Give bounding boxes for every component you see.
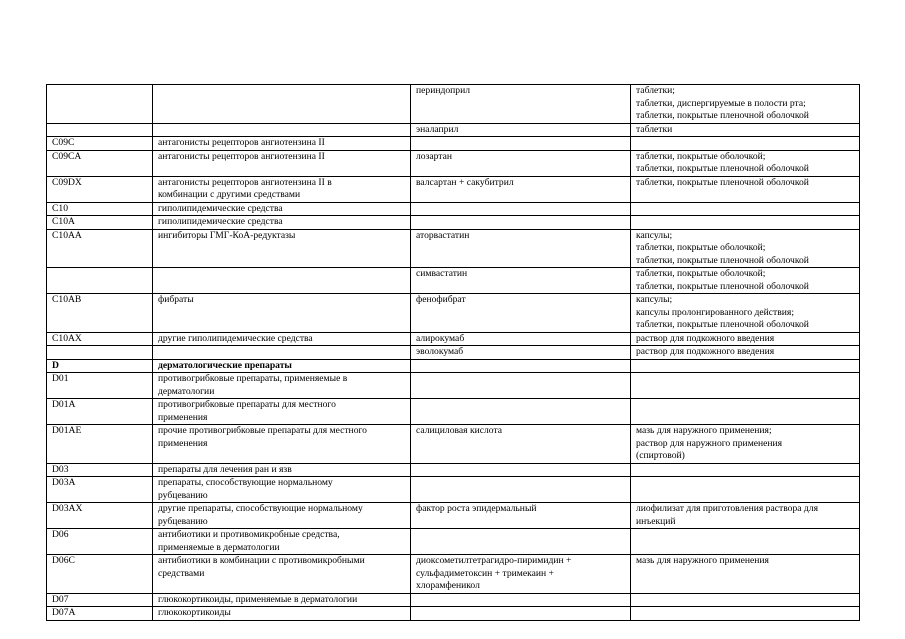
group-name-cell — [153, 123, 411, 137]
table-row — [47, 477, 860, 503]
drug-name-cell — [411, 137, 631, 151]
dosage-form-cell: раствор для подкожного введения — [631, 332, 860, 346]
table-row — [47, 529, 860, 555]
table-row — [47, 425, 860, 464]
group-name-cell: антибиотики и противомикробные средства, применяемые в дерматологии — [153, 529, 411, 555]
group-name-cell: другие гиполипидемические средства — [153, 332, 411, 346]
dosage-form-cell — [631, 607, 860, 621]
atc-code-cell — [47, 85, 153, 124]
dosage-form-cell: таблетки, покрытые оболочкой; таблетки, покрытые пленочной оболочкой — [631, 268, 860, 294]
group-name-cell: дерматологические препараты — [153, 359, 411, 373]
atc-code-cell: D03AX — [47, 503, 153, 529]
atc-code-cell: C10AX — [47, 332, 153, 346]
dosage-form-cell — [631, 202, 860, 216]
dosage-form-cell — [631, 373, 860, 399]
group-name-cell: антагонисты рецепторов ангиотензина II — [153, 137, 411, 151]
table-row — [47, 150, 860, 176]
group-name-cell: глюкокортикоиды — [153, 607, 411, 621]
group-name-cell: противогрибковые препараты, применяемые в дерматологии — [153, 373, 411, 399]
atc-code-cell: C10AB — [47, 294, 153, 333]
atc-code-cell: C10 — [47, 202, 153, 216]
drug-name-cell — [411, 593, 631, 607]
table-row — [47, 503, 860, 529]
group-name-cell — [153, 85, 411, 124]
atc-code-cell: C09DX — [47, 176, 153, 202]
group-name-cell: прочие противогрибковые препараты для местного применения — [153, 425, 411, 464]
table-row — [47, 373, 860, 399]
atc-code-cell: D01AE — [47, 425, 153, 464]
group-name-cell: другие препараты, способствующие нормальному рубцеванию — [153, 503, 411, 529]
dosage-form-cell — [631, 529, 860, 555]
dosage-form-cell: мазь для наружного применения; раствор для наружного применения (спиртовой) — [631, 425, 860, 464]
table-row — [47, 555, 860, 594]
drug-name-cell: алирокумаб — [411, 332, 631, 346]
group-name-cell: ингибиторы ГМГ-КоА-редуктазы — [153, 229, 411, 268]
group-name-cell: препараты, способствующие нормальному рубцеванию — [153, 477, 411, 503]
group-name-cell: антагонисты рецепторов ангиотензина II — [153, 150, 411, 176]
drug-name-cell: симвастатин — [411, 268, 631, 294]
dosage-form-cell — [631, 593, 860, 607]
drug-name-cell: эволокумаб — [411, 346, 631, 360]
atc-code-cell — [47, 268, 153, 294]
atc-code-cell — [47, 346, 153, 360]
dosage-form-cell: таблетки; таблетки, диспергируемые в полости рта; таблетки, покрытые пленочной оболочкой — [631, 85, 860, 124]
dosage-form-cell: капсулы; капсулы пролонгированного действия; таблетки, покрытые пленочной оболочкой — [631, 294, 860, 333]
table-row — [47, 229, 860, 268]
atc-code-cell: D — [47, 359, 153, 373]
dosage-form-cell — [631, 137, 860, 151]
dosage-form-cell: таблетки, покрытые пленочной оболочкой — [631, 176, 860, 202]
atc-code-cell: D03 — [47, 463, 153, 477]
group-name-cell — [153, 268, 411, 294]
group-name-cell: препараты для лечения ран и язв — [153, 463, 411, 477]
table-row — [47, 268, 860, 294]
group-name-cell: глюкокортикоиды, применяемые в дерматологии — [153, 593, 411, 607]
atc-code-cell: D07 — [47, 593, 153, 607]
table-row — [47, 294, 860, 333]
atc-code-cell: D01 — [47, 373, 153, 399]
table-row — [47, 463, 860, 477]
group-name-cell: антагонисты рецепторов ангиотензина II в комбинации с другими средствами — [153, 176, 411, 202]
drug-name-cell: аторвастатин — [411, 229, 631, 268]
dosage-form-cell: таблетки, покрытые оболочкой; таблетки, покрытые пленочной оболочкой — [631, 150, 860, 176]
dosage-form-cell: лиофилизат для приготовления раствора для инъекций — [631, 503, 860, 529]
table-row — [47, 332, 860, 346]
dosage-form-cell: мазь для наружного применения — [631, 555, 860, 594]
drug-name-cell — [411, 373, 631, 399]
dosage-form-cell — [631, 477, 860, 503]
table-row — [47, 359, 860, 373]
drug-name-cell: валсартан + сакубитрил — [411, 176, 631, 202]
group-name-cell: гиполипидемические средства — [153, 202, 411, 216]
drug-name-cell: салициловая кислота — [411, 425, 631, 464]
dosage-form-cell — [631, 216, 860, 230]
table-row — [47, 593, 860, 607]
drug-name-cell — [411, 202, 631, 216]
drug-name-cell: диоксометилтетрагидро-пиримидин + сульфадиметоксин + тримекаин + хлорамфеникол — [411, 555, 631, 594]
dosage-form-cell: таблетки — [631, 123, 860, 137]
atc-code-cell: C10A — [47, 216, 153, 230]
drug-name-cell: периндоприл — [411, 85, 631, 124]
atc-code-cell — [47, 123, 153, 137]
drug-name-cell — [411, 216, 631, 230]
table-row — [47, 123, 860, 137]
atc-code-cell: C09C — [47, 137, 153, 151]
group-name-cell: гиполипидемические средства — [153, 216, 411, 230]
drug-classification-table — [46, 84, 860, 621]
atc-code-cell: D06C — [47, 555, 153, 594]
atc-code-cell: D07A — [47, 607, 153, 621]
table-row — [47, 137, 860, 151]
drug-name-cell: фенофибрат — [411, 294, 631, 333]
dosage-form-cell: капсулы; таблетки, покрытые оболочкой; таблетки, покрытые пленочной оболочкой — [631, 229, 860, 268]
drug-name-cell: лозартан — [411, 150, 631, 176]
atc-code-cell: C10AA — [47, 229, 153, 268]
drug-name-cell — [411, 463, 631, 477]
drug-name-cell — [411, 607, 631, 621]
dosage-form-cell — [631, 399, 860, 425]
group-name-cell: фибраты — [153, 294, 411, 333]
drug-name-cell: фактор роста эпидермальный — [411, 503, 631, 529]
atc-code-cell: D06 — [47, 529, 153, 555]
drug-name-cell — [411, 359, 631, 373]
atc-code-cell: D03A — [47, 477, 153, 503]
table-row — [47, 202, 860, 216]
dosage-form-cell — [631, 359, 860, 373]
atc-code-cell: D01A — [47, 399, 153, 425]
table-row — [47, 176, 860, 202]
table-row — [47, 346, 860, 360]
drug-name-cell — [411, 477, 631, 503]
table-row — [47, 85, 860, 124]
dosage-form-cell — [631, 463, 860, 477]
table-row — [47, 216, 860, 230]
table-body — [47, 85, 860, 621]
table-row — [47, 399, 860, 425]
table-row — [47, 607, 860, 621]
group-name-cell: антибиотики в комбинации с противомикробными средствами — [153, 555, 411, 594]
drug-name-cell — [411, 529, 631, 555]
atc-code-cell: C09CA — [47, 150, 153, 176]
drug-name-cell: эналаприл — [411, 123, 631, 137]
drug-name-cell — [411, 399, 631, 425]
group-name-cell — [153, 346, 411, 360]
group-name-cell: противогрибковые препараты для местного применения — [153, 399, 411, 425]
dosage-form-cell: раствор для подкожного введения — [631, 346, 860, 360]
